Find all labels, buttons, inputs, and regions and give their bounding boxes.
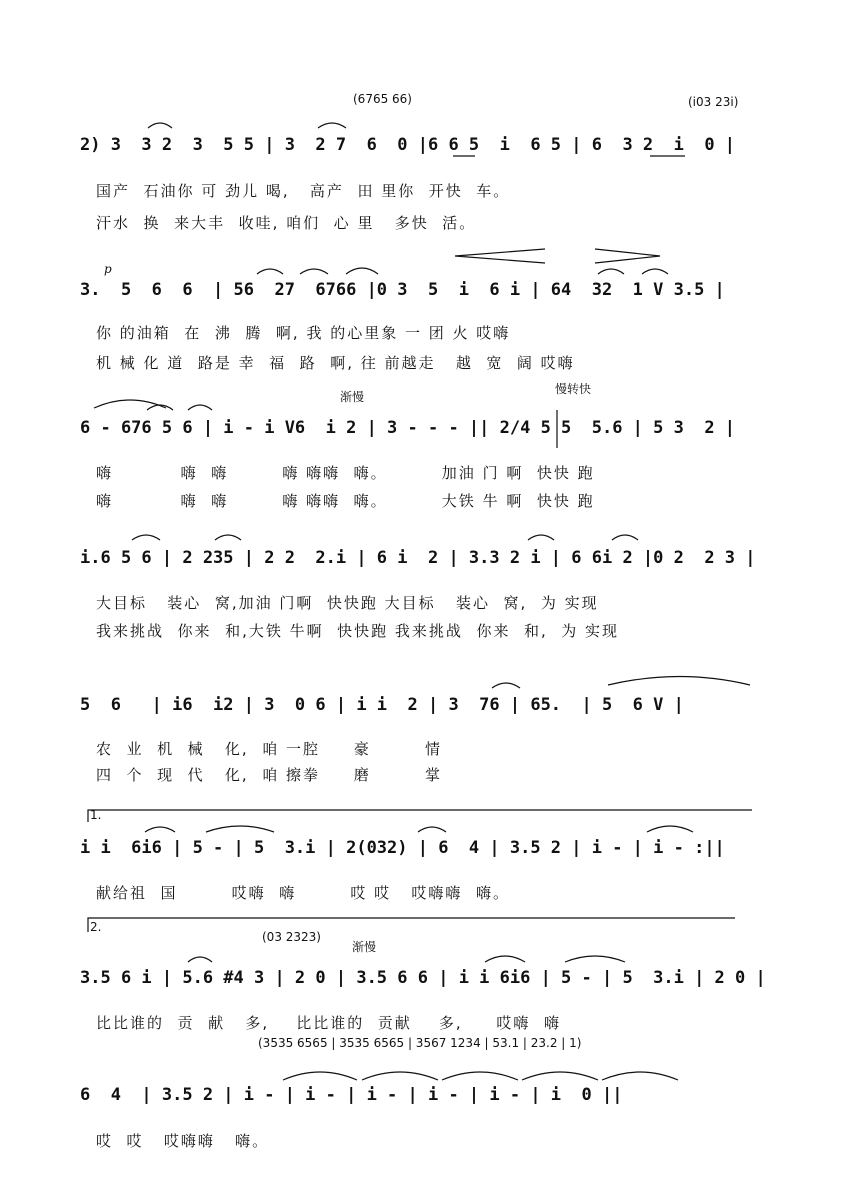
lyrics-line-8a: 哎 哎 哎嗨嗨 嗨。 xyxy=(96,1132,270,1150)
lyrics-line-1b: 汗水 换 来大丰 收哇, 咱们 心 里 多快 活。 xyxy=(96,214,477,232)
notes-line-4: i.6 5 6 | 2 235 | 2 2 2.i | 6 i 2 | 3.3 2 i | 6 6i 2 |0 2 2 3 | xyxy=(80,548,756,568)
annotation-interlude: (3535 6565 | 3535 6565 | 3567 1234 | 53.1 | 23.2 | 1) xyxy=(258,1036,582,1050)
lyrics-line-2a: 你 的油箱 在 沸 腾 啊, 我 的心里象 一 团 火 哎嗨 xyxy=(96,324,511,342)
tempo-change-1: 慢转快 xyxy=(555,382,592,396)
notes-line-7: 3.5 6 i | 5.6 #4 3 | 2 0 | 3.5 6 6 | i i 6i6 | 5 - | 5 3.i | 2 0 | xyxy=(80,968,766,988)
volta-1-label: 1. xyxy=(90,808,102,822)
lyrics-line-3b: 嗨 嗨 嗨 嗨 嗨嗨 嗨。 大铁 牛 啊 快快 跑 xyxy=(96,492,595,510)
lyrics-line-4a: 大目标 装心 窝,加油 门啊 快快跑 大目标 装心 窝, 为 实现 xyxy=(96,594,599,612)
lyrics-line-4b: 我来挑战 你来 和,大铁 牛啊 快快跑 我来挑战 你来 和, 为 实现 xyxy=(96,622,620,640)
notes-line-8: 6 4 | 3.5 2 | i - | i - | i - | i - | i - | i 0 || xyxy=(80,1085,623,1105)
notes-line-1: 2) 3 3 2 3 5 5 | 3 2 7 6 0 |6 6 5 i 6 5 | 6 3 2 i 0 | xyxy=(80,135,736,155)
lyrics-line-7a: 比比谁的 贡 献 多, 比比谁的 贡献 多, 哎嗨 嗨 xyxy=(96,1014,561,1032)
lyrics-line-2b: 机 械 化 道 路是 幸 福 路 啊, 往 前越走 越 宽 阔 哎嗨 xyxy=(96,354,575,372)
dynamic-mark: p xyxy=(104,262,112,276)
lyrics-line-5b: 四 个 现 代 化, 咱 擦拳 磨 掌 xyxy=(96,766,442,784)
lyrics-line-6a: 献给祖 国 哎嗨 嗨 哎 哎 哎嗨嗨 嗨。 xyxy=(96,884,510,902)
lyrics-line-1a: 国产 石油你 可 劲儿 喝, 高产 田 里你 开快 车。 xyxy=(96,182,511,200)
annotation-grace-2: (i03 23i) xyxy=(688,95,739,109)
annotation-grace-3: (03 2323) xyxy=(262,930,321,944)
volta-2-label: 2. xyxy=(90,920,102,934)
notes-line-5: 5 6 | i6 i2 | 3 0 6 | i i 2 | 3 76 | 65. | 5 6 V | xyxy=(80,695,684,715)
lyrics-line-5a: 农 业 机 械 化, 咱 一腔 豪 情 xyxy=(96,740,442,758)
notes-line-3: 6 - 676 5 6 | i - i V6 i 2 | 3 - - - || 2/4 5 5 5.6 | 5 3 2 | xyxy=(80,418,736,438)
annotation-grace-1: (6765 66) xyxy=(353,92,412,106)
notes-line-2: 3. 5 6 6 | 56 27 6766 |0 3 5 i 6 i | 64 32 1 V 3.5 | xyxy=(80,280,725,300)
notes-line-6: i i 6i6 | 5 - | 5 3.i | 2(032) | 6 4 | 3.5 2 | i - | i - :|| xyxy=(80,838,725,858)
tempo-rit-2: 渐慢 xyxy=(352,940,377,954)
lyrics-line-3a: 嗨 嗨 嗨 嗨 嗨嗨 嗨。 加油 门 啊 快快 跑 xyxy=(96,464,595,482)
tempo-rit-1: 渐慢 xyxy=(340,390,365,404)
